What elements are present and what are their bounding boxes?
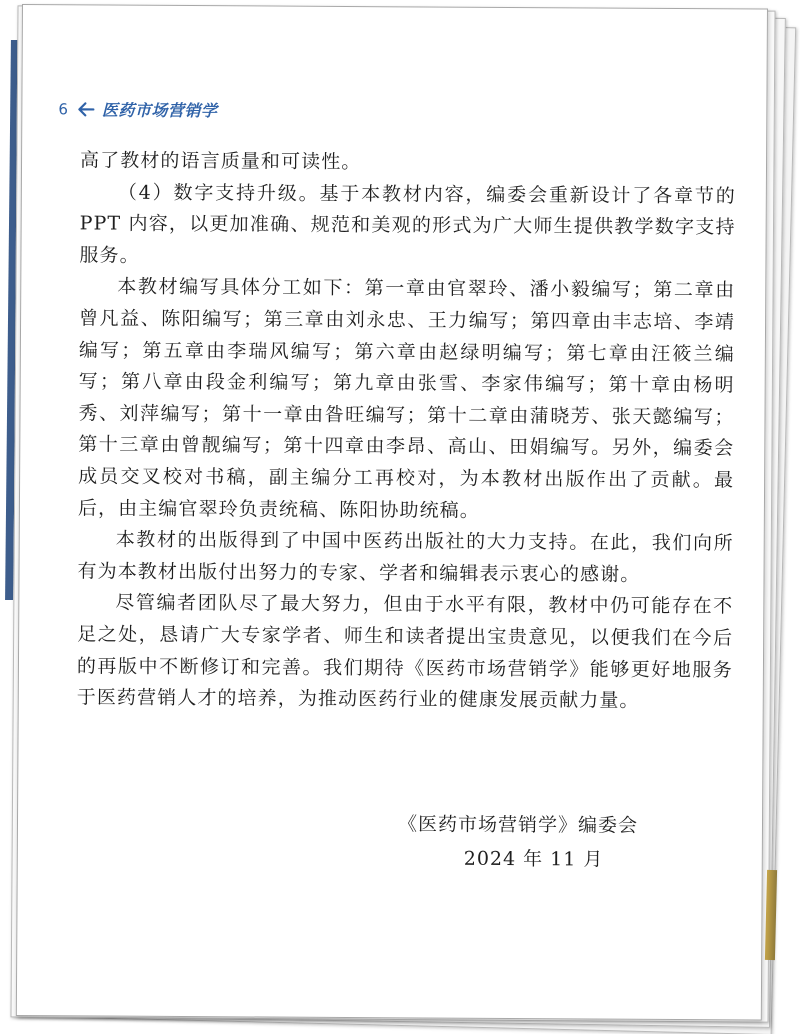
paragraph: 高了教材的语言质量和可读性。 xyxy=(79,149,362,174)
signature-committee: 《医药市场营销学》编委会 xyxy=(397,813,639,837)
paragraph: 本教材的出版得到了中国中医药出版社的大力支持。在此，我们向所有为本教材出版付出努力的专家、学者和编辑表示衷心的感谢。 xyxy=(77,528,734,586)
signature-block xyxy=(398,807,638,876)
paragraph: （4）数字支持升级。基于本教材内容，编委会重新设计了各章节的 PPT 内容，以更加准确、规范和美观的形式为广大师生提供教学数字支持服务。 xyxy=(79,181,736,267)
book-cover-edge xyxy=(765,870,777,960)
body-text xyxy=(77,145,736,718)
document-page xyxy=(16,4,768,1021)
page-number: 6 xyxy=(58,99,68,118)
signature-date: 2024 年 11 月 xyxy=(463,847,604,871)
paragraph: 本教材编写具体分工如下：第一章由官翠玲、潘小毅编写；第二章由曾凡益、陈阳编写；第三章由刘永忠、王力编写；第四章由丰志培、李靖编写；第五章由李瑞风编写；第六章由赵绿明编写；第七章由汪筱兰编写；第八章由段金利编写；第九章由张雪、李家伟编写；第十章由杨明秀、刘萍编写；第十一章由昝旺编写；第十二章由蒲晓芳、张天懿编写；第十三章由曾靓编写；第十四章由李昂、高山、田娟编写。另外，编委会成员交叉校对书稿，副主编分工再校对，为本教材出版作出了贡献。最后，由主编官翠玲负责统稿、陈阳协助统稿。 xyxy=(77,275,736,522)
running-header-title: 医药市场营销学 xyxy=(101,100,218,121)
paragraph: 尽管编者团队尽了最大努力，但由于水平有限，教材中仍可能存在不足之处，恳请广大专家学者、师生和读者提出宝贵意见，以便我们在今后的再版中不断修订和完善。我们期待《医药市场营销学》能够更好地服务于医药营销人才的培养，为推动医药行业的健康发展贡献力量。 xyxy=(76,591,734,712)
back-arrow-icon xyxy=(76,101,96,117)
running-header xyxy=(58,97,217,121)
